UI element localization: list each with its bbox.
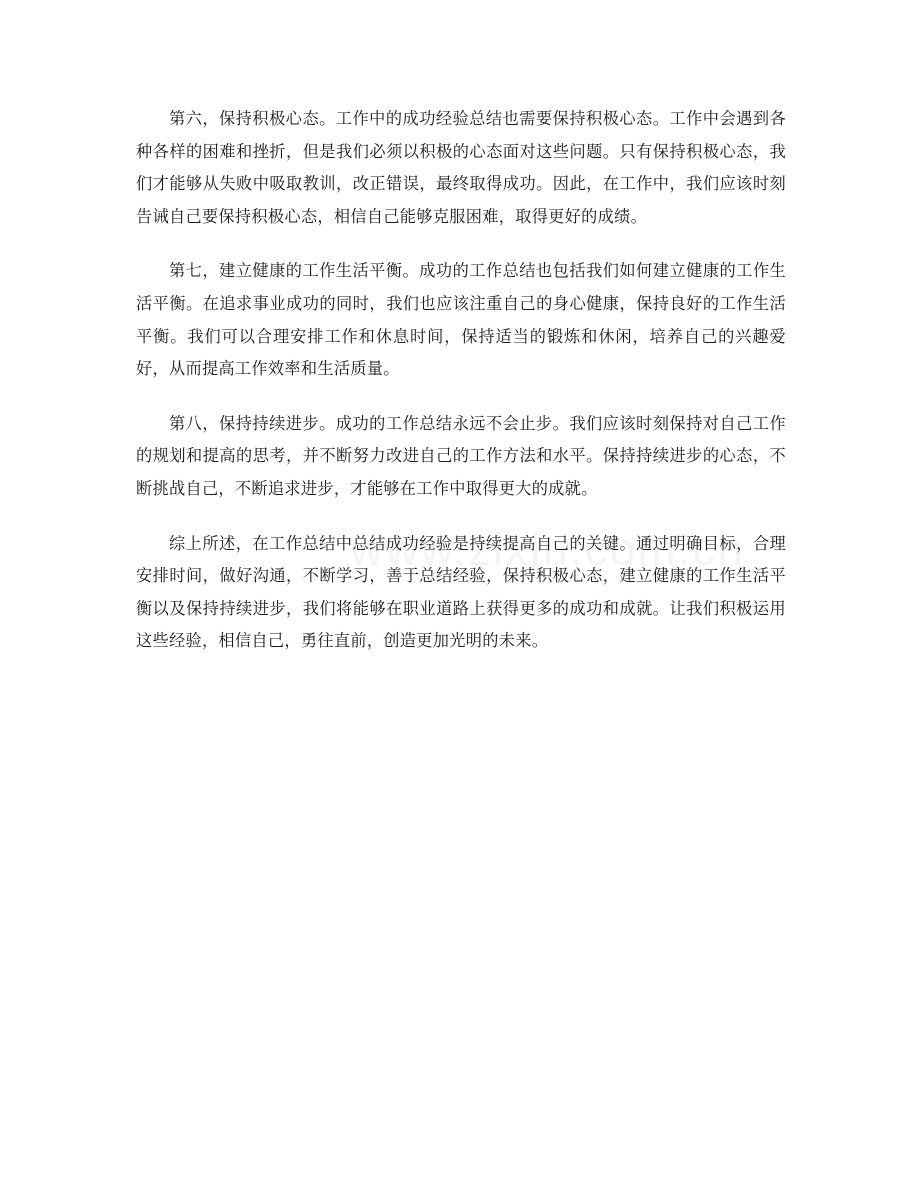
paragraph-8: 第八，保持持续进步。成功的工作总结永远不会止步。我们应该时刻保持对自己工作的规划和提高的思考，并不断努力改进自己的工作方法和水平。保持持续进步的心态，不断挑战自己，不断追求进步，才能够在工作中取得更大的成就。 xyxy=(136,413,786,498)
paragraph-6: 第六，保持积极心态。工作中的成功经验总结也需要保持积极心态。工作中会遇到各种各样的困难和挫折，但是我们必须以积极的心态面对这些问题。只有保持积极心态，我们才能够从失败中吸取教训，改正错误，最终取得成功。因此，在工作中，我们应该时刻告诫自己要保持积极心态，相信自己能够克服困难，取得更好的成绩。 xyxy=(136,109,786,226)
paragraph-summary: 综上所述，在工作总结中总结成功经验是持续提高自己的关键。通过明确目标，合理安排时间，做好沟通，不断学习，善于总结经验，保持积极心态，建立健康的工作生活平衡以及保持持续进步，我们将能够在职业道路上获得更多的成功和成就。让我们积极运用这些经验，相信自己，勇往直前，创造更加光明的未来。 xyxy=(136,533,786,651)
paragraph-7: 第七，建立健康的工作生活平衡。成功的工作总结也包括我们如何建立健康的工作生活平衡。在追求事业成功的同时，我们也应该注重自己的身心健康，保持良好的工作生活平衡。我们可以合理安排工作和休息时间，保持适当的锻炼和休闲，培养自己的兴趣爱好，从而提高工作效率和生活质量。 xyxy=(136,261,786,379)
document-body xyxy=(136,103,786,680)
